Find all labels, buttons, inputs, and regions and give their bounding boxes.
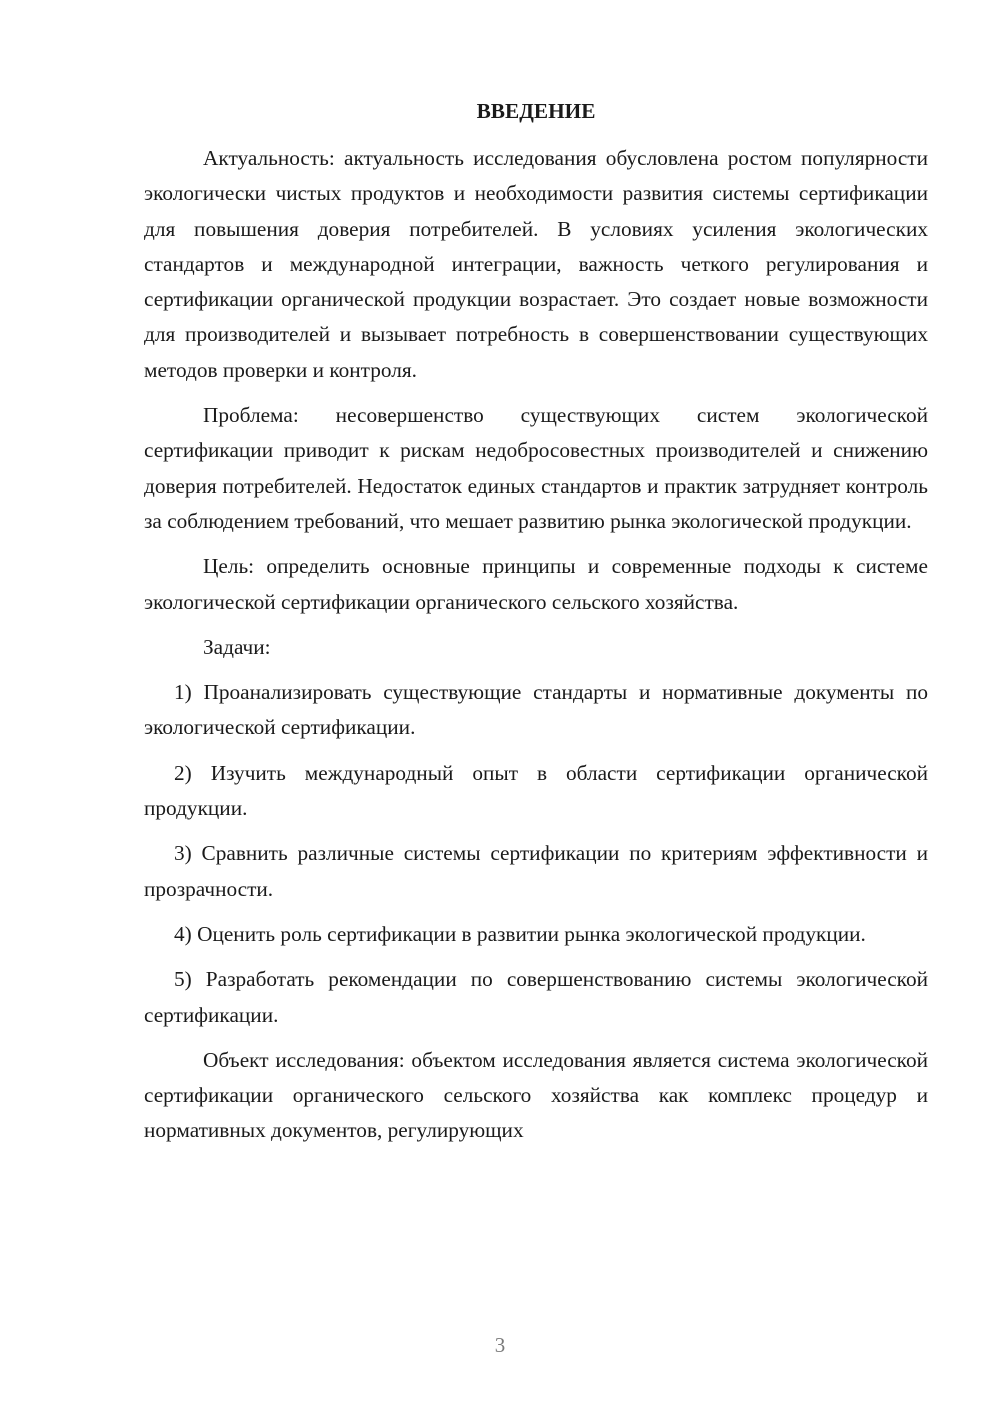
task-item: 5) Разработать рекомендации по совершенствованию системы экологической сертификации. bbox=[144, 967, 928, 1027]
task-item: 1) Проанализировать существующие стандарты и нормативные документы по экологической сертификации. bbox=[144, 680, 928, 740]
relevance-paragraph: Актуальность: актуальность исследования обусловлена ростом популярности экологически чистых продуктов и необходимости развития системы сертификации для повышения доверия потребителей. В условиях усиления экологических стандартов и международной интеграции, важность четкого регулирования и сертификации органической продукции возрастает. Это создает новые возможности для производителей и вызывает потребность в совершенствовании существующих методов проверки и контроля. bbox=[144, 146, 928, 382]
problem-paragraph: Проблема: несовершенство существующих систем экологической сертификации приводит к рискам недобросовестных производителей и снижению доверия потребителей. Недостаток единых стандартов и практик затрудняет контроль за соблюдением требований, что мешает развитию рынка экологической продукции. bbox=[144, 403, 928, 533]
page-number: 3 bbox=[494, 1333, 506, 1357]
tasks-list bbox=[144, 675, 928, 1033]
task-item: 2) Изучить международный опыт в области сертификации органической продукции. bbox=[144, 760, 928, 821]
body-text bbox=[144, 141, 928, 1149]
object-paragraph: Объект исследования: объектом исследования является система экологической сертификации органического сельского хозяйства как комплекс процедур и нормативных документов, регулирующих bbox=[144, 1047, 928, 1143]
task-item: 4) Оценить роль сертификации в развитии рынка экологической продукции. bbox=[174, 921, 866, 946]
goal-paragraph: Цель: определить основные принципы и современные подходы к системе экологической сертификации органического сельского хозяйства. bbox=[144, 554, 928, 614]
tasks-label: Задачи: bbox=[203, 634, 271, 659]
section-heading: ВВЕДЕНИЕ bbox=[476, 99, 596, 123]
task-item: 3) Сравнить различные системы сертификации по критериям эффективности и прозрачности. bbox=[144, 841, 928, 901]
